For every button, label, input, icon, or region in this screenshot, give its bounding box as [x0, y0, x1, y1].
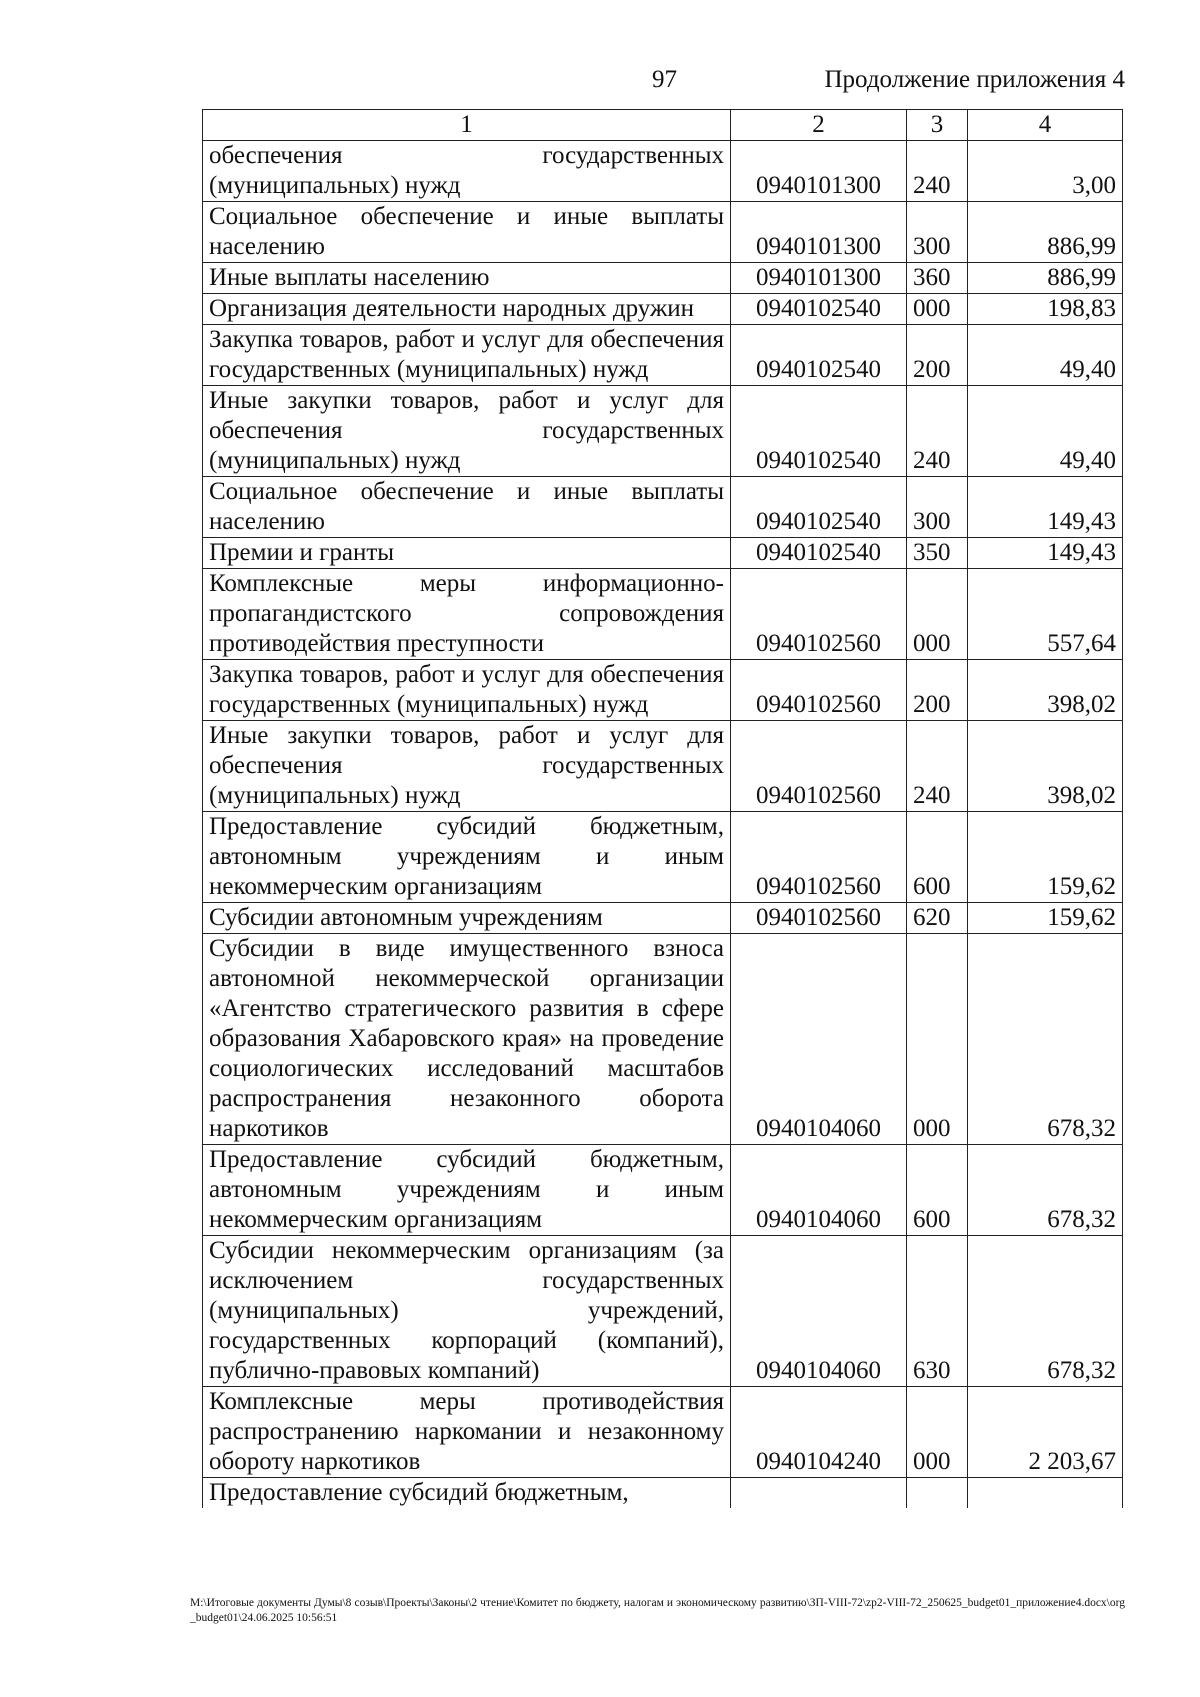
column-header-name: 1 — [203, 110, 731, 141]
page-number: 97 — [652, 66, 677, 93]
row-name-cell: Субсидии некоммерческим организациям (за исключением государственных (муниципальных) учреждений, государственных корпораций (компаний), публично-правовых компаний) — [203, 1236, 731, 1387]
row-code-cell: 0940102540 — [731, 294, 907, 325]
row-type-cell: 240 — [907, 141, 968, 202]
row-amount-cell: 678,32 — [968, 934, 1123, 1145]
row-amount-cell: 557,64 — [968, 569, 1123, 660]
table-row — [203, 569, 1123, 660]
row-name-cell: Субсидии в виде имущественного взноса автономной некоммерческой организации «Агентство стратегического развития в сфере образования Хабаровского края» на проведение социологических исследований масштабов распространения незаконного оборота наркотиков — [203, 934, 731, 1145]
row-type-cell: 200 — [907, 325, 968, 386]
row-amount-cell: 159,62 — [968, 812, 1123, 903]
table-row — [203, 1236, 1123, 1387]
column-header-amount: 4 — [968, 110, 1123, 141]
row-name-cell: Предоставление субсидий бюджетным, автономным учреждениям и иным некоммерческим организациям — [203, 812, 731, 903]
row-code-cell: 0940104060 — [731, 1236, 907, 1387]
row-code-cell: 0940102560 — [731, 660, 907, 721]
row-name-cell: Комплексные меры противодействия распространению наркомании и незаконному обороту наркотиков — [203, 1387, 731, 1478]
row-type-cell: 600 — [907, 1145, 968, 1236]
row-amount-cell: 398,02 — [968, 660, 1123, 721]
table-row — [203, 325, 1123, 386]
row-code-cell: 0940102540 — [731, 386, 907, 477]
row-name-cell: обеспечения государственных (муниципальных) нужд — [203, 141, 731, 202]
row-amount-cell: 49,40 — [968, 386, 1123, 477]
row-name-cell: Предоставление субсидий бюджетным, — [203, 1478, 731, 1509]
table-body — [203, 141, 1123, 1509]
row-type-cell — [907, 1478, 968, 1509]
table-row — [203, 386, 1123, 477]
row-code-cell: 0940102560 — [731, 903, 907, 934]
row-code-cell: 0940101300 — [731, 202, 907, 263]
row-code-cell: 0940102560 — [731, 721, 907, 812]
row-type-cell: 360 — [907, 263, 968, 294]
row-name-cell: Иные закупки товаров, работ и услуг для обеспечения государственных (муниципальных) нужд — [203, 386, 731, 477]
row-code-cell: 0940104060 — [731, 934, 907, 1145]
row-amount-cell: 2 203,67 — [968, 1387, 1123, 1478]
row-name-cell: Закупка товаров, работ и услуг для обеспечения государственных (муниципальных) нужд — [203, 325, 731, 386]
row-type-cell: 630 — [907, 1236, 968, 1387]
row-name-cell: Социальное обеспечение и иные выплаты населению — [203, 477, 731, 538]
table-row — [203, 263, 1123, 294]
row-amount-cell: 886,99 — [968, 263, 1123, 294]
table-row — [203, 1387, 1123, 1478]
table-row — [203, 538, 1123, 569]
row-type-cell: 350 — [907, 538, 968, 569]
row-amount-cell: 398,02 — [968, 721, 1123, 812]
table-row — [203, 202, 1123, 263]
row-type-cell: 300 — [907, 202, 968, 263]
row-type-cell: 000 — [907, 569, 968, 660]
row-code-cell: 0940102540 — [731, 477, 907, 538]
table-row — [203, 903, 1123, 934]
row-name-cell: Закупка товаров, работ и услуг для обеспечения государственных (муниципальных) нужд — [203, 660, 731, 721]
row-amount-cell: 149,43 — [968, 538, 1123, 569]
row-type-cell: 240 — [907, 386, 968, 477]
row-amount-cell: 886,99 — [968, 202, 1123, 263]
table-row — [203, 812, 1123, 903]
row-name-cell: Социальное обеспечение и иные выплаты населению — [203, 202, 731, 263]
row-type-cell: 000 — [907, 294, 968, 325]
row-amount-cell: 49,40 — [968, 325, 1123, 386]
row-code-cell: 0940104240 — [731, 1387, 907, 1478]
row-name-cell: Иные выплаты населению — [203, 263, 731, 294]
row-name-cell: Предоставление субсидий бюджетным, автономным учреждениям и иным некоммерческим организациям — [203, 1145, 731, 1236]
table-row — [203, 294, 1123, 325]
row-type-cell: 300 — [907, 477, 968, 538]
row-type-cell: 000 — [907, 934, 968, 1145]
table-row — [203, 1478, 1123, 1509]
row-amount-cell: 149,43 — [968, 477, 1123, 538]
table-row — [203, 934, 1123, 1145]
row-code-cell — [731, 1478, 907, 1509]
column-header-code: 2 — [731, 110, 907, 141]
document-path-footer: M:\Итоговые документы Думы\8 созыв\Проекты\Законы\2 чтение\Комитет по бюджету, налогам и экономическому развитию\ЗП-VIII-72\zp2-VIII-72_250625_budget01_приложение4.docx\org_budget01\24.06.2025 10:56:51 — [190, 1597, 1125, 1624]
row-amount-cell: 3,00 — [968, 141, 1123, 202]
row-type-cell: 620 — [907, 903, 968, 934]
row-code-cell: 0940102540 — [731, 538, 907, 569]
row-amount-cell — [968, 1478, 1123, 1509]
table-row — [203, 721, 1123, 812]
table-row — [203, 141, 1123, 202]
row-code-cell: 0940102560 — [731, 812, 907, 903]
table-header-row — [203, 110, 1123, 141]
row-amount-cell: 198,83 — [968, 294, 1123, 325]
continuation-label: Продолжение приложения 4 — [824, 66, 1125, 93]
row-name-cell: Иные закупки товаров, работ и услуг для обеспечения государственных (муниципальных) нужд — [203, 721, 731, 812]
row-code-cell: 0940101300 — [731, 263, 907, 294]
row-amount-cell: 678,32 — [968, 1236, 1123, 1387]
row-amount-cell: 159,62 — [968, 903, 1123, 934]
budget-table — [202, 109, 1123, 1508]
table-row — [203, 660, 1123, 721]
row-name-cell: Комплексные меры информационно-пропагандистского сопровождения противодействия преступности — [203, 569, 731, 660]
row-code-cell: 0940102560 — [731, 569, 907, 660]
row-amount-cell: 678,32 — [968, 1145, 1123, 1236]
table-row — [203, 1145, 1123, 1236]
row-type-cell: 200 — [907, 660, 968, 721]
column-header-type: 3 — [907, 110, 968, 141]
row-name-cell: Субсидии автономным учреждениям — [203, 903, 731, 934]
row-type-cell: 000 — [907, 1387, 968, 1478]
row-code-cell: 0940102540 — [731, 325, 907, 386]
row-type-cell: 240 — [907, 721, 968, 812]
row-name-cell: Премии и гранты — [203, 538, 731, 569]
table-row — [203, 477, 1123, 538]
row-type-cell: 600 — [907, 812, 968, 903]
row-code-cell: 0940104060 — [731, 1145, 907, 1236]
row-code-cell: 0940101300 — [731, 141, 907, 202]
row-name-cell: Организация деятельности народных дружин — [203, 294, 731, 325]
